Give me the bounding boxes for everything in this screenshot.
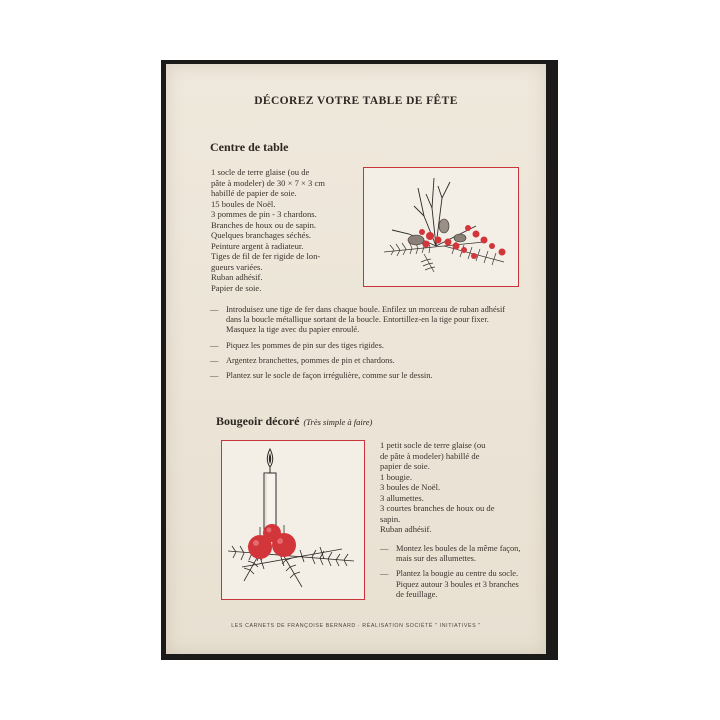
list-item: Tiges de fil de fer rigide de lon- xyxy=(211,251,321,261)
list-item: papier de soie. xyxy=(380,461,430,471)
list-item: Ruban adhésif. xyxy=(380,524,432,534)
list-item: Quelques branchages séchés. xyxy=(211,230,311,240)
list-item: habillé de papier de soie. xyxy=(211,188,297,198)
step-item: — Plantez la bougie au centre du socle. Piquez autour 3 boules et 3 branches de feuillage. xyxy=(380,569,526,600)
centre-illustration xyxy=(363,167,519,287)
list-item: 1 socle de terre glaise (ou de xyxy=(211,167,310,177)
centerpiece-illustration-icon xyxy=(364,168,518,286)
candle-holder-illustration-icon xyxy=(222,441,364,599)
page-title: DÉCOREZ VOTRE TABLE DE FÊTE xyxy=(254,95,458,107)
list-item: 1 petit socle de terre glaise (ou xyxy=(380,440,486,450)
list-item: Peinture argent à radiateur. xyxy=(211,240,304,251)
step-item: — Piquez les pommes de pin sur des tiges rigides. xyxy=(210,341,516,351)
step-item: — Plantez sur le socle de façon irrégulière, comme sur le dessin. xyxy=(210,371,516,381)
list-item: pâte à modeler) de 30 × 7 × 3 cm xyxy=(211,177,325,188)
list-item: gueurs variées. xyxy=(211,261,263,272)
list-item: 3 boules de Noël. xyxy=(380,482,441,492)
list-item: 3 pommes de pin - 3 chardons. xyxy=(211,209,317,219)
step-item: — Introduisez une tige de fer dans chaque boule. Enfilez un morceau de ruban adhésif dans la boucle métallique sortant de la boucle. Entortillez-en la tige pour fixer. Masquez la tige avec du papier enroulé. xyxy=(210,305,516,336)
list-item: de pâte à modeler) habillé de xyxy=(380,450,480,461)
bougeoir-note: (Très simple à faire) xyxy=(303,417,373,427)
recipe-card xyxy=(166,64,546,654)
bougeoir-ingredients xyxy=(380,440,495,535)
centre-heading: Centre de table xyxy=(210,140,289,154)
centre-steps xyxy=(210,305,516,386)
bougeoir-heading xyxy=(216,414,372,429)
bougeoir-steps xyxy=(380,544,526,605)
list-item: Ruban adhésif. xyxy=(211,272,263,282)
list-item: 3 allumettes. xyxy=(380,492,424,503)
list-item: Branches de houx ou de sapin. xyxy=(211,219,317,230)
list-item: sapin. xyxy=(380,513,401,524)
footer-credit: LES CARNETS DE FRANÇOISE BERNARD · RÉALISATION SOCIÉTÉ " INITIATIVES " xyxy=(231,623,481,629)
list-item: 3 courtes branches de houx ou de xyxy=(380,503,495,513)
bougeoir-heading-text: Bougeoir décoré xyxy=(216,414,300,428)
step-item: — Montez les boules de la même façon, mais sur des allumettes. xyxy=(380,544,526,564)
list-item: Papier de soie. xyxy=(211,282,262,293)
bougeoir-illustration xyxy=(221,440,365,600)
step-item: — Argentez branchettes, pommes de pin et chardons. xyxy=(210,356,516,366)
list-item: 15 boules de Noël. xyxy=(211,198,276,209)
list-item: 1 bougie. xyxy=(380,471,412,482)
centre-ingredients xyxy=(211,167,325,293)
